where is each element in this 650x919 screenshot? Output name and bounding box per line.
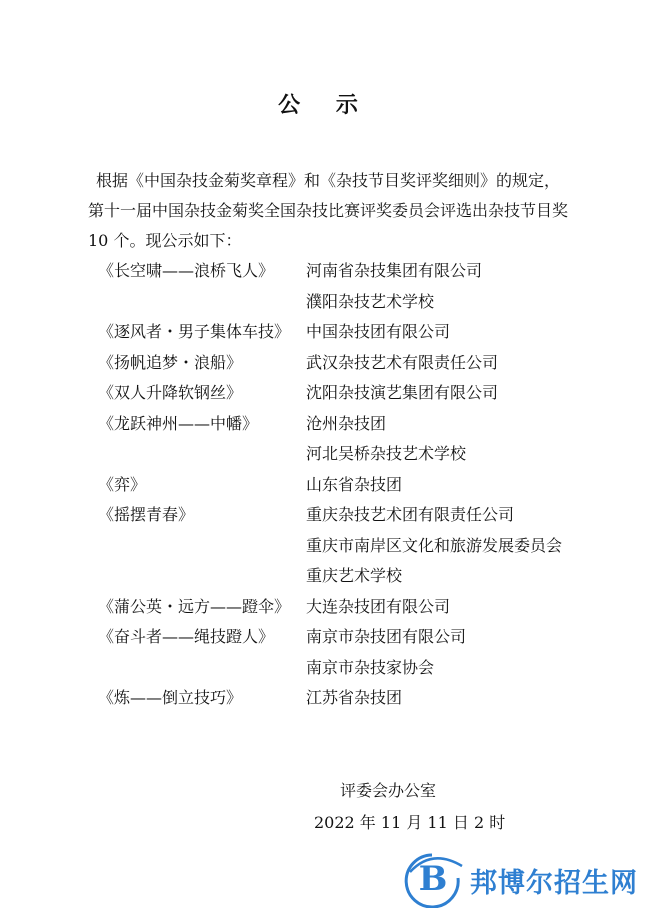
unit-name: 武汉杂技艺术有限责任公司 — [306, 352, 499, 372]
unit-list — [306, 409, 466, 470]
watermark-logo — [402, 852, 638, 908]
award-entry — [98, 256, 598, 317]
award-entry — [98, 683, 598, 714]
unit-name: 河南省杂技集团有限公司 — [306, 261, 483, 280]
intro-line-1: 根据《中国杂技金菊奖章程》和《杂技节目奖评奖细则》的规定， — [96, 171, 561, 190]
unit-list — [306, 378, 498, 409]
unit-list — [306, 622, 466, 683]
program-name: 《摇摆青春》 — [98, 505, 195, 524]
intro-line-2: 第十一届中国杂技金菊奖全国杂技比赛评奖委员会评选出杂技节目奖 — [88, 201, 569, 220]
award-entry — [98, 378, 598, 409]
program-name: 《弈》 — [98, 474, 147, 494]
program-name: 《蒲公英・远方——蹬伞》 — [98, 596, 291, 616]
page-title: 公 示 — [278, 93, 372, 118]
unit-name: 沧州杂技团 — [306, 413, 387, 433]
unit-name: 重庆杂技艺术团有限责任公司 — [306, 505, 515, 524]
award-list — [98, 256, 598, 714]
program-name: 《奋斗者——绳技蹬人》 — [98, 627, 275, 646]
program-name: 《长空啸——浪桥飞人》 — [98, 261, 275, 280]
watermark-text: 邦博尔招生网 — [470, 867, 638, 899]
award-entry — [98, 622, 598, 683]
unit-list — [306, 256, 482, 317]
award-entry — [98, 409, 598, 470]
award-entry — [98, 592, 598, 623]
unit-name: 濮阳杂技艺术学校 — [306, 291, 435, 311]
unit-name: 南京市杂技家协会 — [306, 657, 435, 677]
unit-name: 中国杂技团有限公司 — [306, 322, 451, 341]
signature-date: 2022 年 11 月 11 日 2 时 — [314, 813, 506, 832]
unit-list — [306, 470, 402, 501]
program-name: 《双人升降软钢丝》 — [98, 383, 243, 402]
program-name: 《扬帆追梦・浪船》 — [98, 352, 243, 372]
unit-name: 江苏省杂技团 — [306, 688, 403, 707]
unit-name: 山东省杂技团 — [306, 474, 403, 494]
logo-letter: B — [418, 859, 448, 899]
program-name: 《炼——倒立技巧》 — [98, 688, 243, 707]
unit-list — [306, 500, 562, 592]
unit-name: 重庆艺术学校 — [306, 566, 403, 585]
unit-list — [306, 348, 498, 379]
b-logo-icon — [402, 852, 464, 908]
unit-name: 河北吴桥杂技艺术学校 — [306, 444, 467, 463]
intro-line-3: 10 个。现公示如下： — [88, 231, 242, 250]
unit-list — [306, 317, 450, 348]
award-entry — [98, 348, 598, 379]
intro-paragraph — [88, 166, 598, 256]
award-entry — [98, 500, 598, 592]
program-name: 《逐风者・男子集体车技》 — [98, 322, 291, 341]
program-name: 《龙跃神州——中幡》 — [98, 413, 259, 433]
award-entry — [98, 470, 598, 501]
unit-name: 大连杂技团有限公司 — [306, 596, 451, 616]
unit-name: 沈阳杂技演艺集团有限公司 — [306, 383, 499, 402]
award-entry — [98, 317, 598, 348]
unit-name: 重庆市南岸区文化和旅游发展委员会 — [306, 535, 563, 555]
unit-list — [306, 592, 450, 623]
unit-name: 南京市杂技团有限公司 — [306, 627, 467, 646]
unit-list — [306, 683, 402, 714]
signature-office: 评委会办公室 — [340, 781, 437, 800]
